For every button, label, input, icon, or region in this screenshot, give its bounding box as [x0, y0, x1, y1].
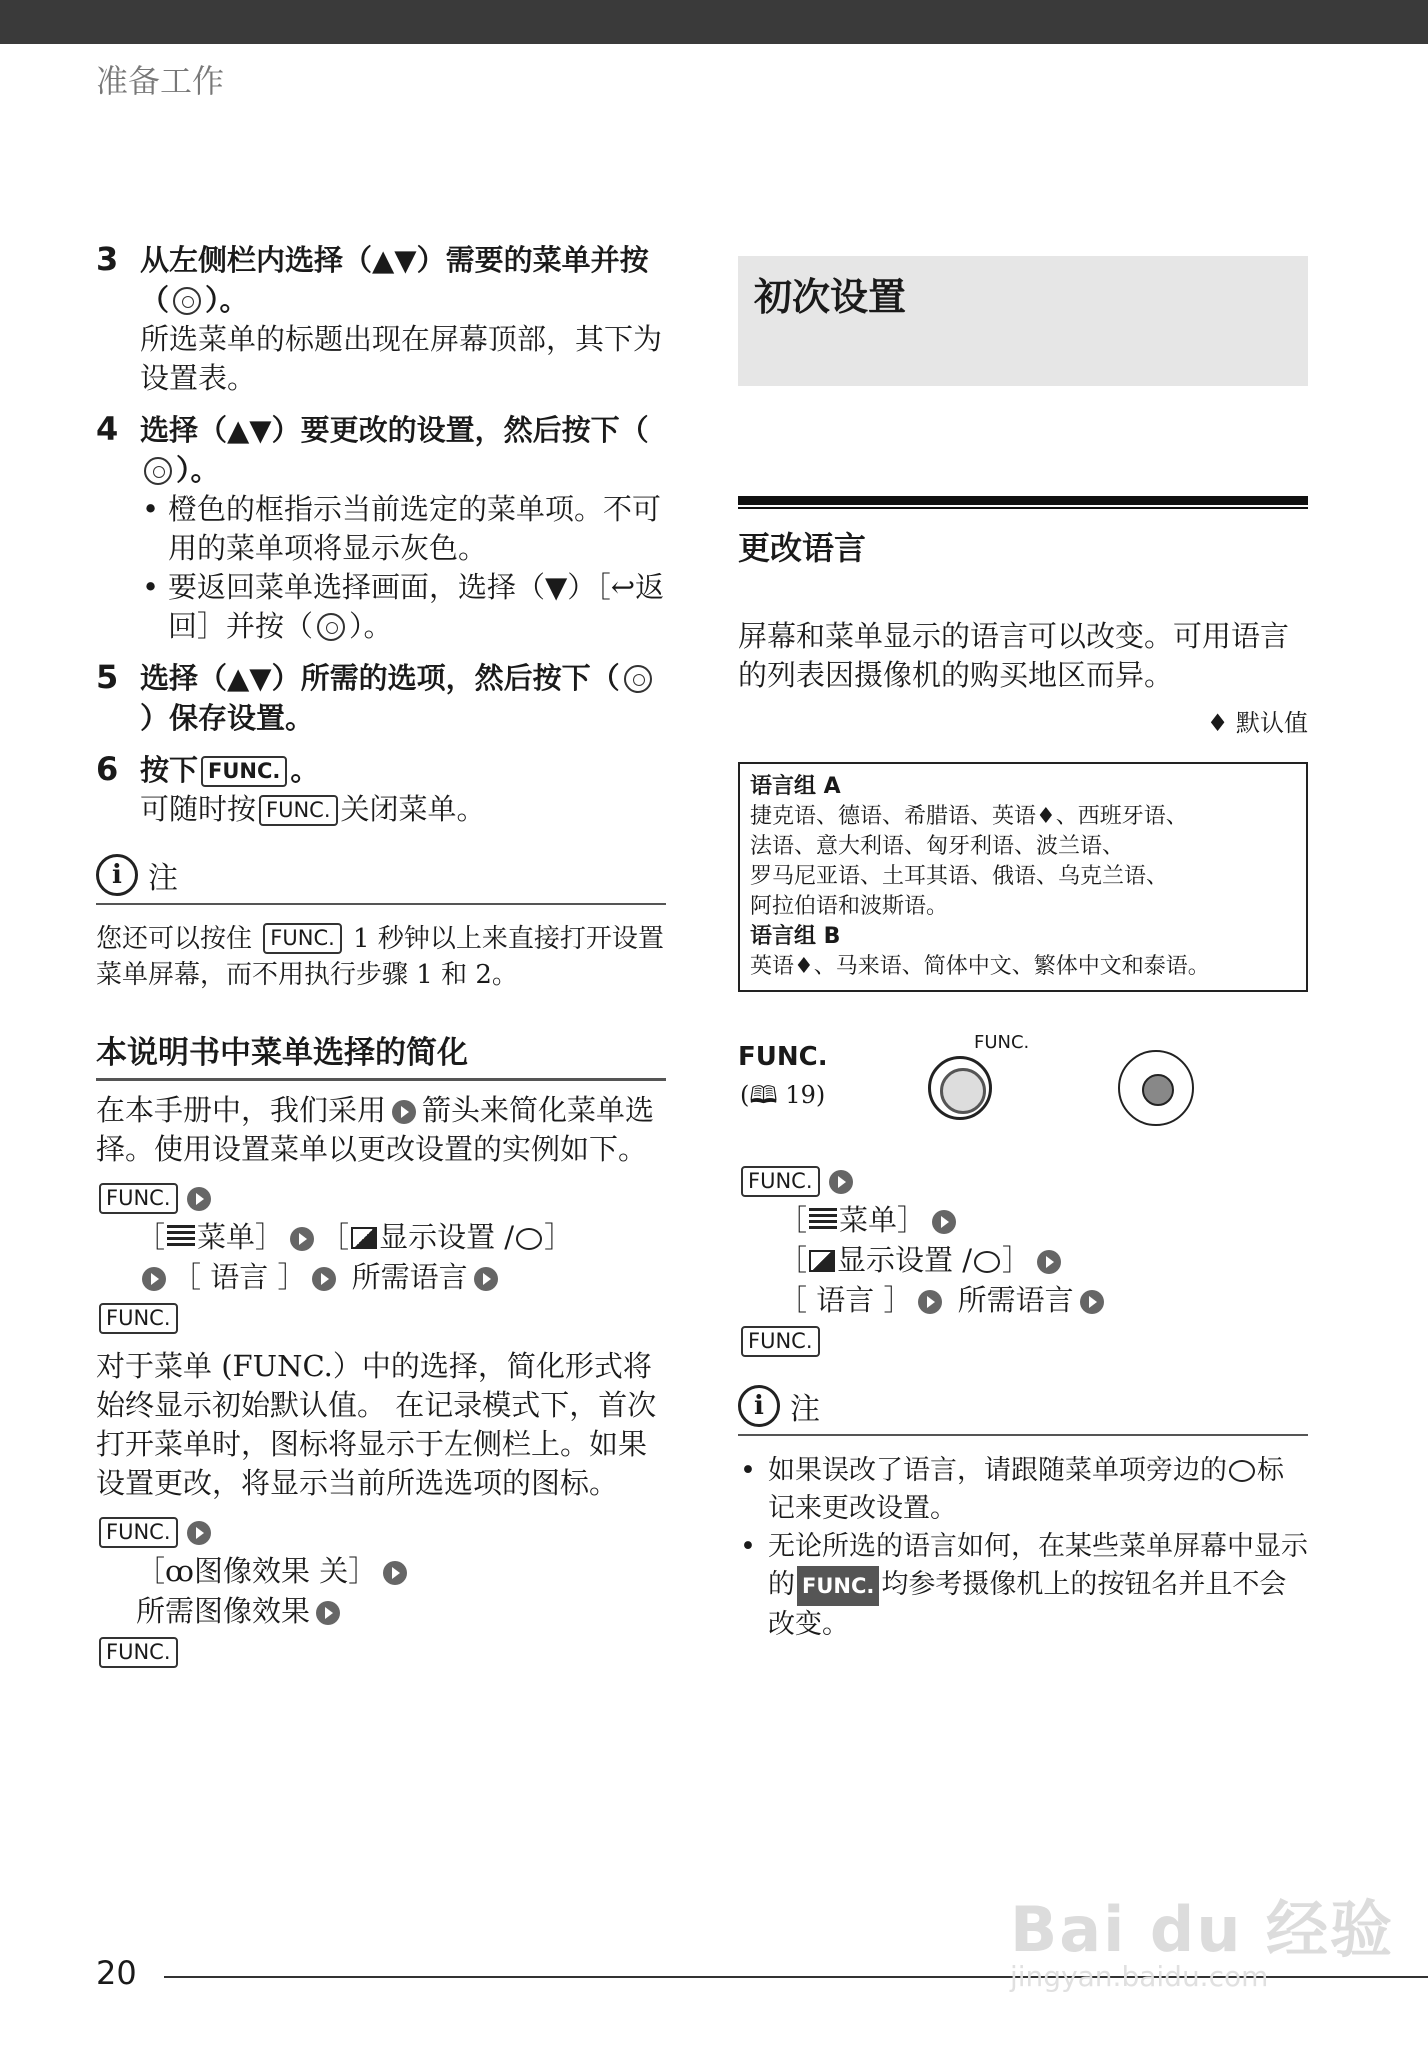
arrow-icon: [932, 1210, 956, 1234]
step-heading: 选择（▲▼）要更改的设置，然后按下（）。: [140, 413, 649, 487]
language-icon: [516, 1228, 542, 1250]
right-column: [738, 256, 1308, 1644]
group-b-text: 英语♦、马来语、简体中文、繁体中文和泰语。: [750, 954, 1210, 979]
bullet-item: • 如果误改了语言，请跟随菜单项旁边的 标记来更改设置。: [738, 1452, 1308, 1528]
step-6: [96, 750, 666, 829]
func-label: FUNC.: [738, 1042, 828, 1072]
menu-icon: [167, 1225, 195, 1249]
diamond-icon: ♦: [1036, 804, 1056, 829]
paragraph: 在本手册中，我们采用 箭头来简化菜单选择。使用设置菜单以更改设置的实例如下。: [96, 1093, 655, 1166]
step-heading: 按下 FUNC. 。: [140, 753, 320, 787]
joystick-icon: [624, 665, 652, 693]
joystick-icon: [144, 457, 172, 485]
func-button-icon: FUNC.: [263, 923, 342, 954]
group-a-text: 阿拉伯语和波斯语。: [750, 894, 949, 919]
watermark-url: jingyan.baidu.com: [1010, 1960, 1269, 1993]
bullet-item: • 无论所选的语言如何，在某些菜单屏幕中显示的 FUNC. 均参考摄像机上的按钮名并且不会改变。: [738, 1528, 1308, 1644]
language-section: [738, 496, 1308, 569]
info-icon: i: [96, 854, 138, 896]
func-button-icon: FUNC.: [201, 756, 287, 787]
func-button-icon: FUNC.: [741, 1326, 820, 1357]
step-heading: 从左侧栏内选择（▲▼）需要的菜单并按（ ）。: [140, 243, 649, 317]
func-button-icon: FUNC.: [741, 1166, 820, 1197]
book-icon: 🕮: [749, 1081, 778, 1109]
paragraph: 对于菜单 (FUNC.）中的选择，简化形式将始终显示初始默认值。 在记录模式下，首次打开菜单时，图标将显示于左侧栏上。如果设置更改，将显示当前所选选项的图标。: [96, 1349, 657, 1500]
note-header: i 注: [96, 853, 666, 905]
arrow-icon: [383, 1561, 407, 1585]
top-bar: [0, 0, 1428, 44]
arrow-icon: [290, 1227, 314, 1251]
menu-icon: [809, 1208, 837, 1232]
info-icon: i: [738, 1385, 780, 1427]
language-icon: [974, 1251, 1000, 1273]
return-icon: ↩: [610, 570, 636, 604]
watermark-logo: Bai du 经验: [1010, 1893, 1395, 1966]
step-body: 可随时按 FUNC. 关闭菜单。: [140, 792, 486, 826]
arrow-icon: [918, 1290, 942, 1314]
arrow-icon: [316, 1601, 340, 1625]
group-a-text: 捷克语、德语、希腊语、英语♦、西班牙语、: [750, 804, 1188, 829]
arrow-icon: [1037, 1250, 1061, 1274]
paragraph: 屏幕和菜单显示的语言可以改变。可用语言的列表因摄像机的购买地区而异。: [738, 619, 1290, 692]
left-column: [96, 240, 666, 1671]
section-title: 初次设置: [738, 256, 1308, 386]
group-a-label: 语言组 A: [750, 774, 841, 799]
step-3: [96, 240, 666, 398]
arrow-icon: [474, 1267, 498, 1291]
effect-off-icon: ꝏ: [165, 1554, 194, 1588]
bullet-item: • 要返回菜单选择画面，选择（▼）［↩返回］并按（ ）。: [140, 568, 666, 646]
button-diagram: [738, 1032, 1308, 1152]
arrow-icon: [187, 1521, 211, 1545]
page-reference: (🕮 19): [740, 1081, 826, 1109]
menu-sequence: FUNC. ［ 菜单］ ［ 显示设置 / ］ ［ 语言 ］ 所需语言 FUNC.: [738, 1160, 1308, 1360]
arrow-icon: [187, 1187, 211, 1211]
func-button-icon: FUNC.: [99, 1303, 178, 1334]
joystick-icon: [317, 613, 345, 641]
note-list: [738, 1452, 1308, 1644]
joystick-icon: [173, 287, 201, 315]
note-text: 您还可以按住 FUNC. 1 秒钟以上来直接打开设置菜单屏幕，而不用执行步骤 1 和 2。: [96, 924, 664, 990]
step-number: 6: [96, 750, 119, 788]
step-5: [96, 658, 666, 738]
step-number: 5: [96, 658, 119, 696]
func-button-icon: FUNC.: [99, 1183, 178, 1214]
step-body: 所选菜单的标题出现在屏幕顶部，其下为设置表。: [140, 322, 663, 395]
diamond-icon: ♦: [1206, 709, 1229, 737]
page-number: 20: [96, 1954, 137, 1992]
menu-sequence: FUNC. ［ 菜单］ ［ 显示设置 / ］ ［ 语言 ］ 所需语言 FUNC.: [96, 1177, 666, 1337]
func-chip: FUNC.: [797, 1566, 879, 1606]
group-b-label: 语言组 B: [750, 924, 841, 949]
func-button-icon: FUNC.: [99, 1637, 178, 1668]
step-4: [96, 410, 666, 646]
simplify-heading: 本说明书中菜单选择的简化: [96, 1027, 666, 1081]
step-number: 3: [96, 240, 119, 278]
arrow-icon: [312, 1267, 336, 1291]
joystick-illustration: [1118, 1050, 1194, 1126]
bullet-item: • 橙色的框指示当前选定的菜单项。不可用的菜单项将显示灰色。: [140, 490, 666, 568]
func-button-icon: FUNC.: [99, 1517, 178, 1548]
arrow-icon: [142, 1267, 166, 1291]
button-caption: FUNC.: [974, 1032, 1030, 1053]
func-button-icon: FUNC.: [259, 795, 338, 826]
note-header: i 注: [738, 1384, 1308, 1436]
display-icon: [351, 1227, 377, 1249]
step-number: 4: [96, 410, 119, 448]
default-note: ♦ 默认值: [1206, 709, 1308, 737]
arrow-icon: [829, 1170, 853, 1194]
diamond-icon: ♦: [794, 954, 814, 979]
group-a-text: 罗马尼亚语、土耳其语、俄语、乌克兰语、: [750, 864, 1169, 889]
language-groups-box: [738, 762, 1308, 992]
arrow-icon: [1080, 1290, 1104, 1314]
step-heading: 选择（▲▼）所需的选项，然后按下（）保存设置。: [140, 658, 666, 738]
effect-sequence: FUNC. ［ꝏ图像效果 关］ 所需图像效果 FUNC.: [96, 1511, 666, 1671]
language-icon: [1229, 1460, 1255, 1482]
func-button-illustration: [928, 1056, 992, 1120]
section-label: 准备工作: [96, 62, 225, 100]
language-heading: 更改语言: [738, 507, 1308, 569]
display-icon: [809, 1250, 835, 1272]
arrow-icon: [392, 1100, 416, 1124]
group-a-text: 法语、意大利语、匈牙利语、波兰语、: [750, 834, 1125, 859]
